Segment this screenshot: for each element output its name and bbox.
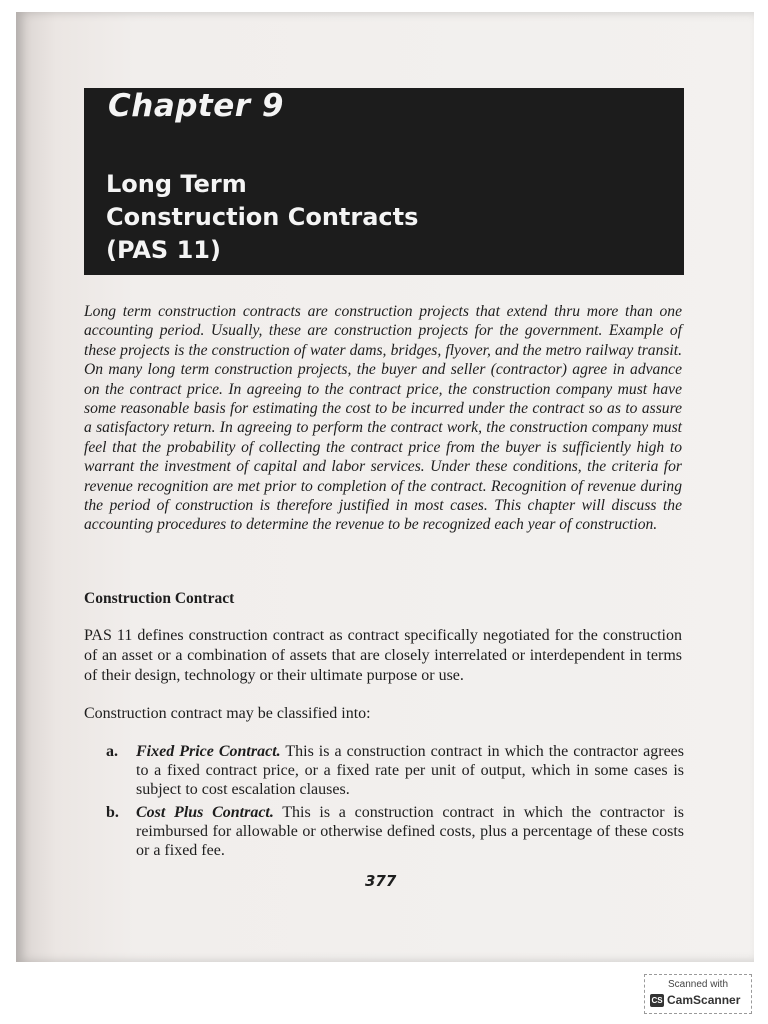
page-number: 377 — [365, 872, 397, 890]
chapter-title-line: Construction Contracts — [106, 203, 419, 231]
list-item-term: Fixed Price Contract. — [136, 743, 281, 760]
list-item — [106, 803, 684, 860]
chapter-number: Chapter 9 — [108, 88, 284, 124]
scanned-with-label: Scanned with — [667, 979, 729, 990]
definition-paragraph: PAS 11 defines construction contract as contract specifically negotiated for the construction of an asset or a combination of assets that are closely interrelated or interdependent in terms of their design, technology or their ultimate purpose or use. — [84, 627, 682, 684]
list-item-term: Cost Plus Contract. — [136, 804, 274, 821]
scanner-watermark — [644, 974, 752, 1014]
intro-paragraph: Long term construction contracts are construction projects that extend thru more than one accounting period. Usually, these are construction projects for the government. Example of these projects is the construction of water dams, bridges, flyover, and the metro railway transit. On many long term construction projects, the buyer and seller (contractor) agree in advance on the contract price. In agreeing to the contract price, the construction company must have some reasonable basis for estimating the cost to be incurred under the contract so as to assure a satisfactory return. In agreeing to perform the contract work, the construction company must feel that the probability of collecting the contract price from the buyer is sufficiently high to warrant the investment of capital and labor services. Under these conditions, the criteria for revenue recognition are met prior to completion of the contract. Recognition of revenue during the period of construction is therefore justified in most cases. This chapter will discuss the accounting procedures to determine the revenue to be recognized each year of construction. — [84, 303, 682, 534]
classification-intro: Construction contract may be classified into: — [84, 705, 371, 722]
chapter-title-line: Long Term — [106, 170, 247, 198]
chapter-title-line: (PAS 11) — [106, 236, 221, 264]
list-item-text: This is a construction contract in which the contractor agrees to a fixed contract price, or a fixed rate per unit of output, which in some cases is subject to cost escalation clauses. — [136, 743, 684, 798]
list-item-body — [136, 742, 684, 799]
list-item-letter: a. — [106, 743, 118, 760]
list-item-letter: b. — [106, 804, 119, 821]
camscanner-brand: CamScanner — [667, 993, 741, 1007]
chapter-title — [106, 168, 626, 267]
section-heading: Construction Contract — [84, 590, 235, 607]
camscanner-logo-icon: CS — [651, 996, 663, 1005]
list-item — [106, 742, 684, 799]
list-item-body — [136, 803, 684, 860]
list-item-text: This is a construction contract in which the contractor is reimbursed for allowable or otherwise defined costs, plus a percentage of these costs or a fixed fee. — [136, 804, 684, 859]
